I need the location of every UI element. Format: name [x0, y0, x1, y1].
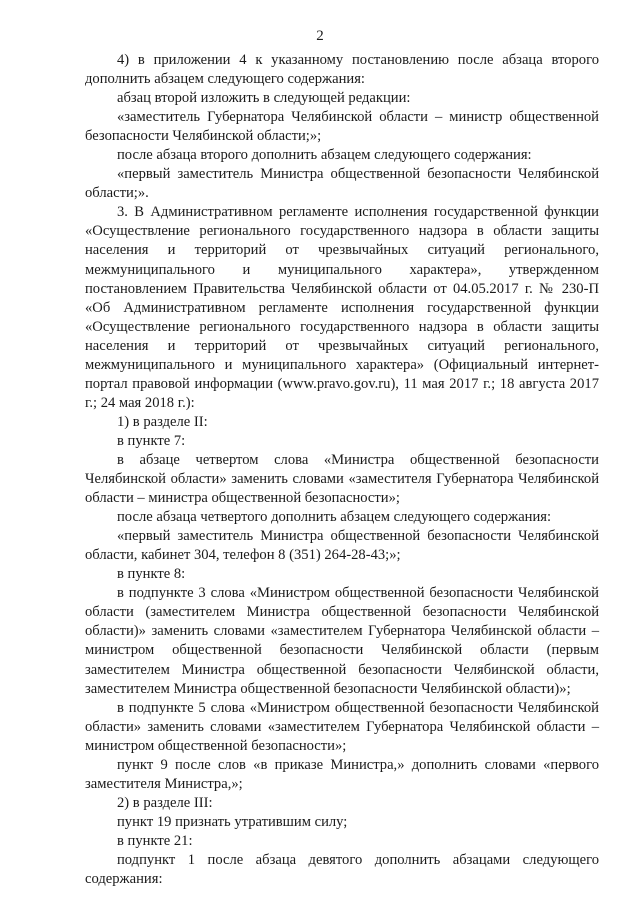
paragraph: 4) в приложении 4 к указанному постановлению после абзаца второго дополнить абзацем следующего содержания: — [85, 52, 599, 88]
paragraph: в подпункте 5 слова «Министром общественной безопасности Челябинской области» заменить словами «заместителем Губернатора Челябинской области – министром общественной безопасности»; — [85, 699, 599, 754]
paragraph: подпункт 1 после абзаца девятого дополнить абзацами следующего содержания: — [85, 851, 599, 888]
paragraph: «первый заместитель Министра общественной безопасности Челябинской области;». — [85, 166, 599, 202]
paragraph: после абзаца второго дополнить абзацем следующего содержания: — [117, 147, 532, 164]
paragraph: в пункте 7: — [117, 432, 186, 449]
paragraph: «первый заместитель Министра общественной безопасности Челябинской области, кабинет 304, телефон 8 (351) 264-28-43;»; — [85, 528, 599, 564]
paragraph: в подпункте 3 слова «Министром общественной безопасности Челябинской области (заместителем Министра общественной безопасности Челябинской области)» заменить словами «заместителем Губернатора Челябинской области – министром общественной безопасности Челябинской области (первым заместителем Министра общественной безопасности Челябинской области, заместителем Министра общественной безопасности Челябинской области)»; — [85, 585, 599, 697]
paragraph: «заместитель Губернатора Челябинской области – министр общественной безопасности Челябинской области;»; — [85, 109, 599, 145]
paragraph: пункт 19 признать утратившим силу; — [117, 813, 348, 830]
paragraph: 1) в разделе II: — [117, 413, 208, 430]
paragraph: после абзаца четвертого дополнить абзацем следующего содержания: — [117, 509, 552, 526]
paragraph: в абзаце четвертом слова «Министра общественной безопасности Челябинской области» заменить словами «заместителя Губернатора Челябинской области – министра общественной безопасности»; — [85, 451, 599, 507]
page-number: 2 — [316, 28, 324, 44]
paragraph: абзац второй изложить в следующей редакции: — [117, 90, 411, 107]
paragraph: в пункте 8: — [117, 566, 186, 583]
paragraph: в пункте 21: — [117, 832, 193, 849]
document-body — [85, 51, 599, 889]
paragraph: 3. В Административном регламенте исполнения государственной функции «Осуществление регионального государственного надзора в области защиты населения и территорий от чрезвычайных ситуаций регионального, межмуниципального и муниципального характера», утвержденном постановлением Правительства Челябинской области от 04.05.2017 г. № 230-П «Об Административном регламенте исполнения государственной функции «Осуществление регионального государственного надзора в области защиты населения и территорий от чрезвычайных ситуаций регионального, межмуниципального и муниципального характера» (Официальный интернет-портал правовой информации (www.pravo.gov.ru), 11 мая 2017 г.; 18 августа 2017 г.; 24 мая 2018 г.): — [85, 204, 599, 411]
paragraph: 2) в разделе III: — [117, 794, 213, 811]
paragraph: пункт 9 после слов «в приказе Министра,» дополнить словами «первого заместителя Министра,»; — [85, 756, 599, 792]
